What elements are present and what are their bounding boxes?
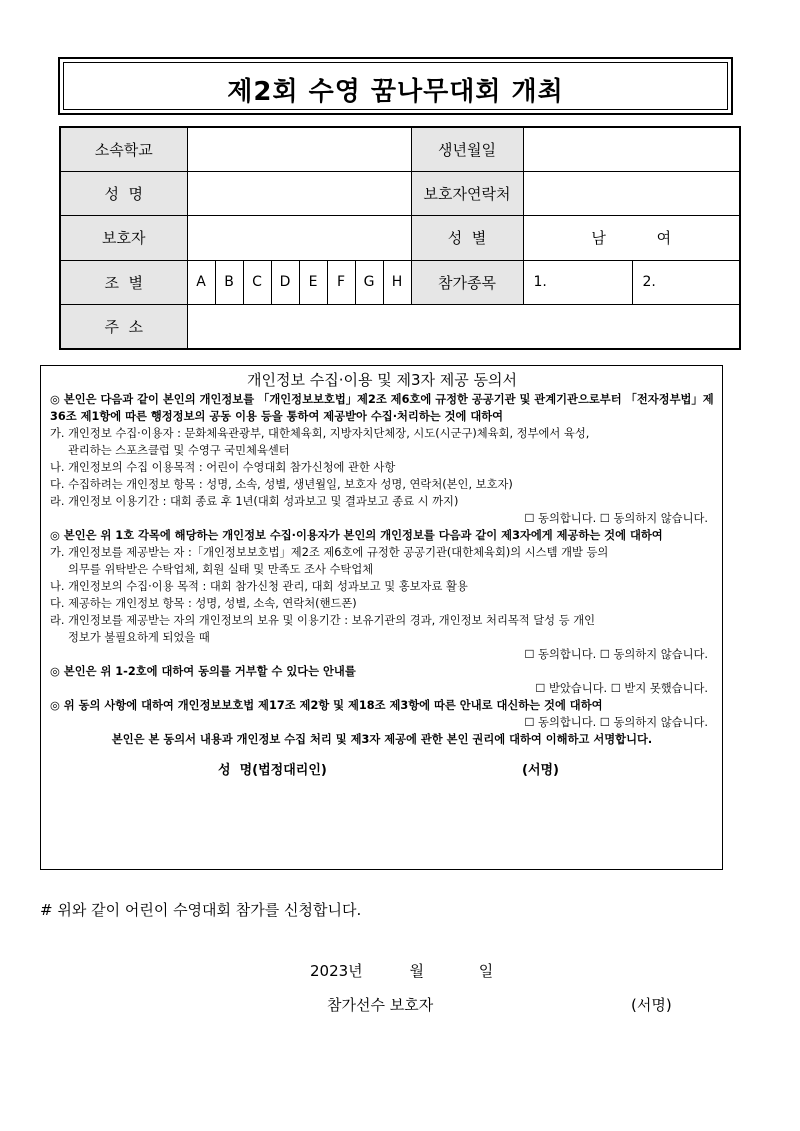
consent-box xyxy=(40,365,723,870)
group-option[interactable]: C xyxy=(243,261,271,304)
guardian-field[interactable] xyxy=(187,216,411,260)
name-field[interactable] xyxy=(187,171,411,215)
school-label: 소속학교 xyxy=(60,127,187,171)
consent-final-statement: 본인은 본 동의서 내용과 개인정보 수집 처리 및 제3자 제공에 관한 본인 권리에 대하여 이해하고 서명합니다. xyxy=(111,733,653,746)
consent-item: 가. 개인정보를 제공받는 자 :「개인정보보호법」제2조 제6호에 규정한 공공기관(대한체육회)의 시스템 개발 등의 xyxy=(50,546,609,559)
title-box xyxy=(58,57,733,115)
address-field[interactable] xyxy=(187,305,740,349)
event-fields xyxy=(523,260,740,304)
gender-label: 성 별 xyxy=(411,216,523,260)
guardian-signature-mark[interactable]: (서명) xyxy=(631,996,672,1014)
group-option[interactable]: F xyxy=(327,261,355,304)
name-label: 성 명 xyxy=(60,171,187,215)
gender-female[interactable]: 여 xyxy=(656,229,672,248)
consent-2-checkboxes[interactable]: ☐ 동의합니다. ☐ 동의하지 않습니다. xyxy=(524,648,708,661)
group-options xyxy=(187,260,411,304)
guardian-contact-field[interactable] xyxy=(523,171,740,215)
entry-form-table xyxy=(59,126,741,350)
application-date xyxy=(310,960,493,981)
consent-sign-label: 성 명(법정대리인) xyxy=(218,763,327,778)
consent-sign-mark[interactable]: (서명) xyxy=(522,763,559,778)
guardian-label: 보호자 xyxy=(60,216,187,260)
group-option[interactable]: H xyxy=(383,261,411,304)
event-1-field[interactable]: 1. xyxy=(524,261,633,304)
group-label: 조 별 xyxy=(60,260,187,304)
consent-sign-line xyxy=(50,762,714,786)
consent-4-checkboxes[interactable]: ☐ 동의합니다. ☐ 동의하지 않습니다. xyxy=(524,716,708,729)
consent-item: 관리하는 스포츠클럽 및 수영구 국민체육센터 xyxy=(68,444,290,457)
group-option[interactable]: B xyxy=(215,261,243,304)
event-2-field[interactable]: 2. xyxy=(642,274,656,291)
consent-item: 나. 개인정보의 수집 이용목적 : 어린이 수영대회 참가신청에 관한 사항 xyxy=(50,461,396,474)
birth-label: 생년월일 xyxy=(411,127,523,171)
group-option[interactable]: E xyxy=(299,261,327,304)
consent-section-3-heading: ◎ 본인은 위 1-2호에 대하여 동의를 거부할 수 있다는 안내를 xyxy=(50,665,356,678)
consent-3-checkboxes[interactable]: ☐ 받았습니다. ☐ 받지 못했습니다. xyxy=(535,682,708,695)
group-option[interactable]: G xyxy=(355,261,383,304)
consent-item: 정보가 불필요하게 되었을 때 xyxy=(68,631,210,644)
consent-item: 의무를 위탁받은 수탁업체, 회원 실태 및 만족도 조사 수탁업체 xyxy=(68,563,374,576)
consent-title: 개인정보 수집·이용 및 제3자 제공 동의서 xyxy=(247,371,517,389)
guardian-contact-label: 보호자연락처 xyxy=(411,171,523,215)
consent-item: 라. 개인정보를 제공받는 자의 개인정보의 보유 및 이용기간 : 보유기관의 경과, 개인정보 처리목적 달성 등 개인 xyxy=(50,614,596,627)
school-field[interactable] xyxy=(187,127,411,171)
consent-section-1-heading: ◎ 본인은 다음과 같이 본인의 개인정보를 「개인정보보호법」제2조 제6호에 규정한 공공기관 및 관계기관으로부터 「전자정부법」제36조 제1항에 따른 행정정보의 공동 이용 등을 통하여 제공받아 수집·처리하는 것에 대하여 xyxy=(50,393,714,423)
consent-section-4-heading: ◎ 위 동의 사항에 대하여 개인정보보호법 제17조 제2항 및 제18조 제3항에 따른 안내로 대신하는 것에 대하여 xyxy=(50,699,603,712)
group-option[interactable]: A xyxy=(196,274,206,291)
application-statement: # 위와 같이 어린이 수영대회 참가를 신청합니다. xyxy=(40,901,362,919)
date-month[interactable]: 월 xyxy=(409,962,424,980)
consent-section-2-heading: ◎ 본인은 위 1호 각목에 해당하는 개인정보 수집·이용자가 본인의 개인정보를 다음과 같이 제3자에게 제공하는 것에 대하여 xyxy=(50,529,663,542)
consent-item: 라. 개인정보 이용기간 : 대회 종료 후 1년(대회 성과보고 및 결과보고 종료 시 까지) xyxy=(50,495,459,508)
consent-item: 나. 개인정보의 수집·이용 목적 : 대회 참가신청 관리, 대회 성과보고 및 홍보자료 활용 xyxy=(50,580,468,593)
gender-field[interactable] xyxy=(523,216,740,260)
gender-male[interactable]: 남 xyxy=(591,229,606,248)
consent-item: 다. 제공하는 개인정보 항목 : 성명, 성별, 소속, 연락처(핸드폰) xyxy=(50,597,357,610)
address-label: 주 소 xyxy=(60,305,187,349)
consent-1-checkboxes[interactable]: ☐ 동의합니다. ☐ 동의하지 않습니다. xyxy=(524,512,708,525)
consent-item: 다. 수집하려는 개인정보 항목 : 성명, 소속, 성별, 생년월일, 보호자 성명, 연락처(본인, 보호자) xyxy=(50,478,513,491)
guardian-signature-label: 참가선수 보호자 xyxy=(327,996,434,1014)
consent-item: 가. 개인정보 수집·이용자 : 문화체육관광부, 대한체육회, 지방자치단체장, 시도(시군구)체육회, 정부에서 육성, xyxy=(50,427,590,440)
birth-field[interactable] xyxy=(523,127,740,171)
document-title: 제2회 수영 꿈나무대회 개최 xyxy=(227,77,564,107)
date-day[interactable]: 일 xyxy=(478,962,494,980)
date-year: 2023년 xyxy=(310,962,363,980)
event-label: 참가종목 xyxy=(411,260,523,304)
group-option[interactable]: D xyxy=(271,261,299,304)
